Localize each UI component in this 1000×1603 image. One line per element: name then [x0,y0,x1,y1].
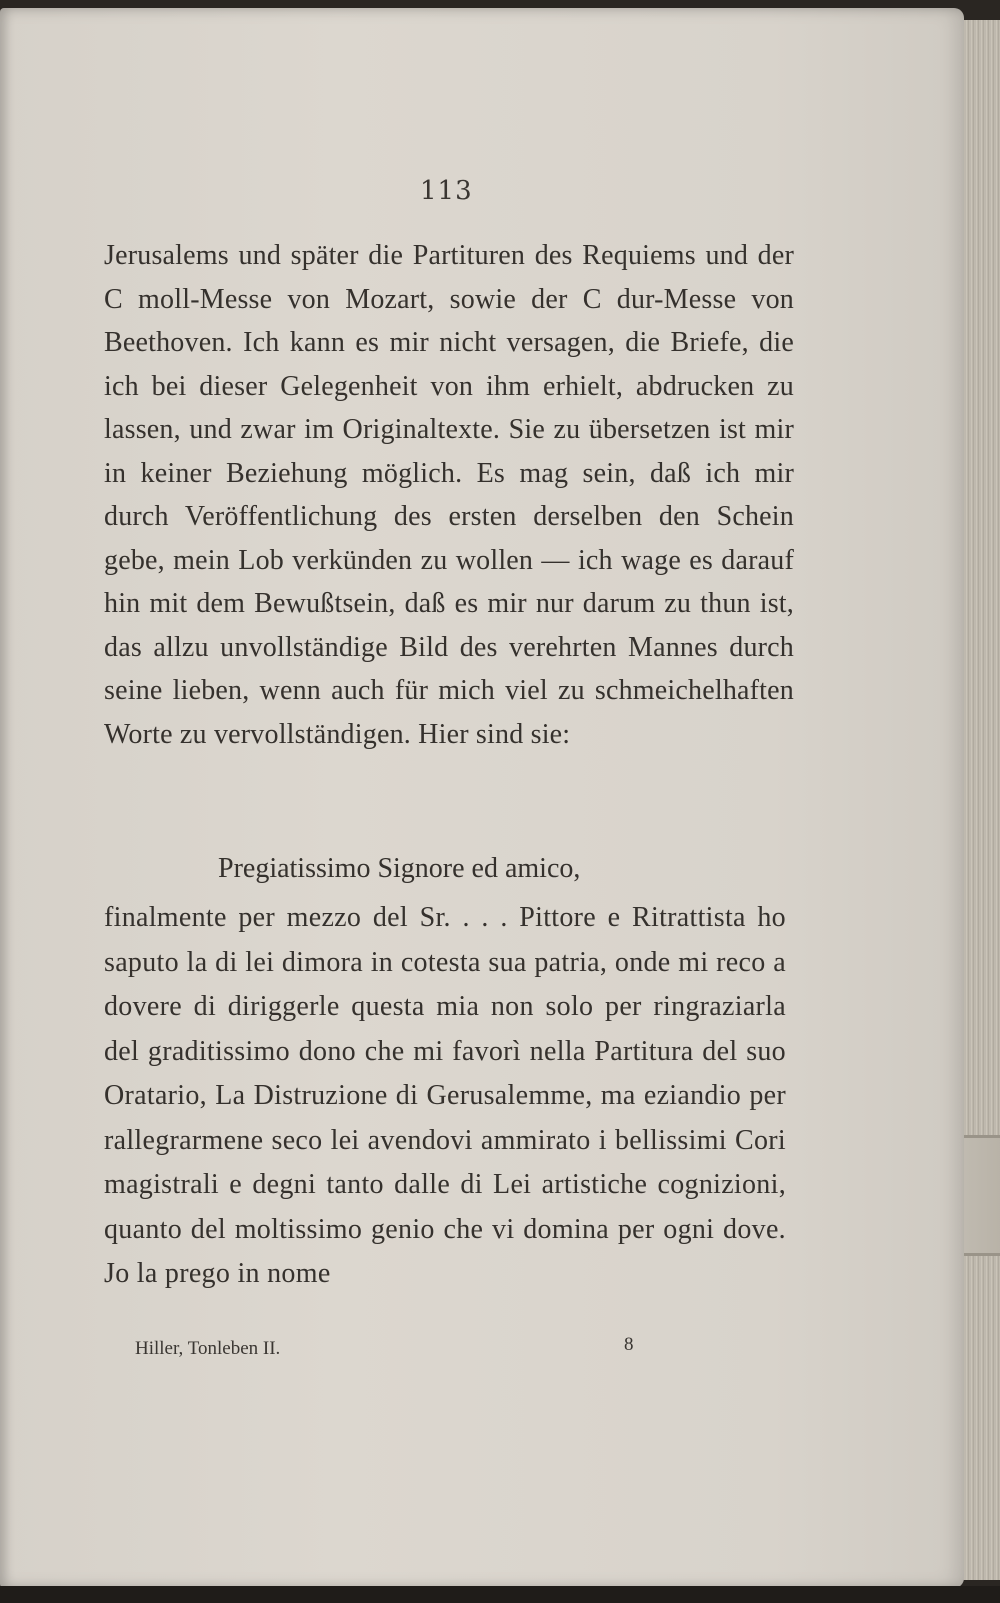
german-paragraph: Jerusalems und später die Partituren des Requiems und der C moll-Messe von Mozart, sowie der C dur-Messe von Beethoven. Ich kann es mir nicht versagen, die Briefe, die ich bei dieser Gelegenheit von ihm erhielt, abdrucken zu lassen, und zwar im Originaltexte. Sie zu übersetzen ist mir in keiner Beziehung möglich. Es mag sein, daß ich mir durch Veröffentlichung des ersten derselben den Schein gebe, mein Lob verkünden zu wollen — ich wage es darauf hin mit dem Bewußtsein, daß es mir nur darum zu thun ist, das allzu unvollständige Bild des verehrten Mannes durch seine lieben, wenn auch für mich viel zu schmeichelhaften Worte zu vervollständigen. Hier sind sie: [104,240,794,750]
letter-salutation: Pregiatissimo Signore ed amico, [218,853,581,884]
italian-letter-text: finalmente per mezzo del Sr. . . . Pittore e Ritrattista ho saputo la di lei dimora in cotesta sua patria, onde mi reco a dovere di diriggerle questa mia non solo per ringraziarla del graditissimo dono che mi favorì nella Partitura del suo Oratario, La Distruzione di Gerusalemme, ma eziandio per rallegrarmene seco lei avendovi ammirato i bellissimi Cori magistrali e degni tanto dalle di Lei artistiche cognizioni, quanto del moltissimo genio che vi domina per ogni dove. Jo la prego in nome [104,902,786,1289]
page-edges [958,20,1000,1580]
page-number: 113 [420,176,473,206]
footer-sheet-number: 8 [624,1334,634,1355]
scan-bottom-edge [0,1586,1000,1603]
footer-signature: Hiller, Tonleben II. [135,1338,281,1359]
book-page [0,8,964,1588]
